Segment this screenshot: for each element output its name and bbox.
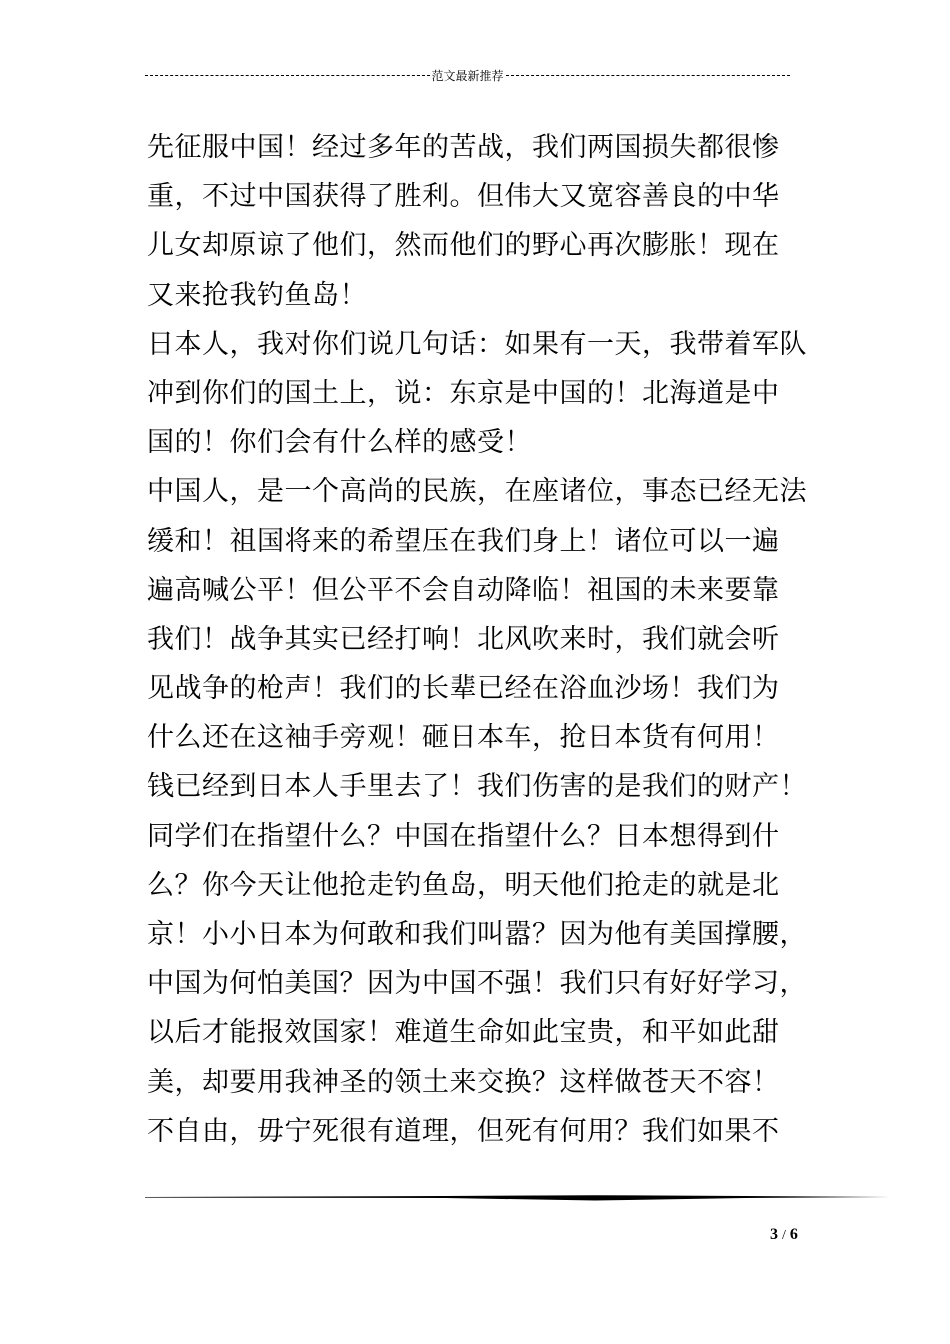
text-line: 儿女却原谅了他们，然而他们的野心再次膨胀！现在 xyxy=(147,230,780,262)
page-separator: / xyxy=(782,1228,786,1243)
text-line: 京！小小日本为何敢和我们叫嚣？因为他有美国撑腰， xyxy=(147,919,807,950)
document-body xyxy=(147,123,817,1156)
header-dashed-rule-right xyxy=(506,75,791,76)
text-line: 我们！战争其实已经打响！北风吹来时，我们就会听 xyxy=(147,623,780,655)
footer-rule-graphic xyxy=(145,1194,890,1202)
text-line: 么？你今天让他抢走钓鱼岛，明天他们抢走的就是北 xyxy=(147,869,780,901)
header-title: 范文最新推荐 xyxy=(431,68,504,83)
text-line: 国的！你们会有什么样的感受！ xyxy=(147,427,532,459)
text-line: 见战争的枪声！我们的长辈已经在浴血沙场！我们为 xyxy=(147,673,780,705)
total-pages: 6 xyxy=(789,1226,798,1243)
header-dashed-rule-left xyxy=(145,75,430,76)
text-line: 重，不过中国获得了胜利。但伟大又宽容善良的中华 xyxy=(147,181,780,213)
current-page: 3 xyxy=(770,1226,778,1243)
text-line: 冲到你们的国土上，说：东京是中国的！北海道是中 xyxy=(147,377,780,409)
text-line: 日本人，我对你们说几句话：如果有一天，我带着军队 xyxy=(147,328,807,360)
text-line: 又来抢我钓鱼岛！ xyxy=(147,279,367,311)
text-line: 中国人，是一个高尚的民族，在座诸位，事态已经无法 xyxy=(147,476,807,508)
page-header xyxy=(145,64,790,86)
text-line: 同学们在指望什么？中国在指望什么？日本想得到什 xyxy=(147,820,780,852)
text-line: 缓和！祖国将来的希望压在我们身上！诸位可以一遍 xyxy=(147,525,780,557)
text-line: 以后才能报效国家！难道生命如此宝贵，和平如此甜 xyxy=(147,1017,780,1049)
text-line: 钱已经到日本人手里去了！我们伤害的是我们的财产！ xyxy=(147,771,807,803)
text-line: 先征服中国！经过多年的苦战，我们两国损失都很惨 xyxy=(147,132,780,163)
text-line: 不自由，毋宁死很有道理，但死有何用？我们如果不 xyxy=(147,1115,780,1147)
text-line: 美，却要用我神圣的领土来交换？这样做苍天不容！ xyxy=(147,1066,780,1098)
text-line: 遍高喊公平！但公平不会自动降临！祖国的未来要靠 xyxy=(147,574,780,606)
text-line: 什么还在这袖手旁观！砸日本车，抢日本货有何用！ xyxy=(147,722,780,754)
page-number xyxy=(770,1226,798,1244)
text-line: 中国为何怕美国？因为中国不强！我们只有好好学习， xyxy=(147,968,807,1000)
